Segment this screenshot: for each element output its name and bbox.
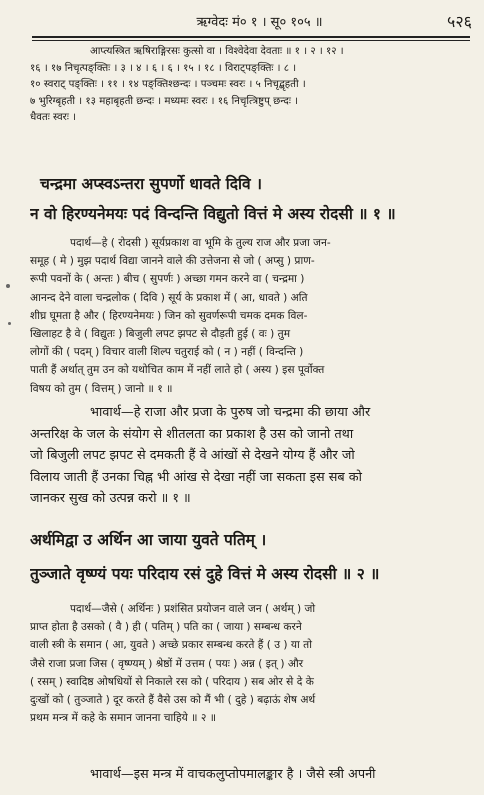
header-rule-thin (32, 40, 470, 41)
padartha-line: दुःखों को ( तुञ्जाते ) दूर करते हैं वैसे उस को मैं भी ( दुहे ) बढ़ाऊं शेष अर्थ (30, 694, 316, 707)
bhavartha-line: जानकर सुख को उत्पन्न करो ॥ १ ॥ (30, 491, 191, 507)
padartha-line: खिलाहट है वे ( विद्युतः ) बिजुली लपट झपट से दौड़ती हुई ( वः ) तुम (30, 328, 291, 341)
bhavartha-line: जो बिजुली लपट झपट से दमकती हैं वे आंखों से देखने योग्य हैं और जो (30, 448, 355, 464)
padartha-line: पाती हैं अर्थात् तुम उन को यथोचित काम में नहीं लाते हो ( अस्य ) इस पूर्वोक्त (30, 364, 325, 377)
header-title: ऋग्वेदः मं० १ । सू० १०५ ॥ (196, 15, 323, 30)
mantra-2-line-2: तुञ्जाते वृष्ण्यं पयः परिदाय रसं दुहे वित्तं मे अस्य रोदसी ॥ २ ॥ (30, 565, 380, 583)
padartha-line: समूह ( मे ) मुझ पदार्थ विद्या जानने वाले की उत्तेजना से जो ( अप्सु ) प्राण- (30, 255, 315, 268)
ink-speck (6, 284, 10, 288)
meta-line: ७ भुरिग्बृहती । १३ महाबृहती छन्दः । मध्यमः स्वरः । १६ निचृत्त्रिष्टुप् छन्दः । (30, 95, 299, 107)
padartha-line: वाली स्त्री के समान ( आ, युवते ) अच्छे प्रकार सम्बन्ध करते हैं ( उ ) या तो (30, 639, 312, 652)
padartha-line: ( रसम् ) स्वादिष्ठ ओषधियों से निकाले रस को ( परिदाय ) सब ओर से दे के (30, 675, 314, 688)
page-header (32, 8, 472, 34)
padartha-2 (30, 600, 472, 727)
padartha-line: आनन्द देने वाला चन्द्रलोक ( दिवि ) सूर्य के प्रकाश में ( आ, धावते ) अति (30, 291, 308, 304)
padartha-line: विषय को तुम ( वित्तम् ) जानो ॥ १ ॥ (30, 382, 173, 395)
ink-speck (8, 322, 11, 325)
padartha-line: लोगों की ( पदम् ) विचार वाली शिल्प चतुराई को ( न ) नहीं ( विन्दन्ति ) (30, 346, 304, 359)
bhavartha-line: भावार्थ—हे राजा और प्रजा के पुरुष जो चन्द्रमा की छाया और (90, 405, 371, 420)
bhavartha-line: विलाय जाती हैं उनका चिह्न भी आंख से देखा नहीं जा सकता इस सब को (30, 469, 362, 485)
mantra-2-line-1: अर्थमिद्वा उ अर्थिन आ जाया युवते पतिम् । (30, 531, 267, 549)
bhavartha-line: भावार्थ—इस मन्त्र में वाचकलुप्तोपमालङ्कार है । जैसे स्त्री अपनी (90, 767, 376, 782)
mantra-1-line-1: चन्द्रमा अप्स्वऽन्तरा सुपर्णो धावते दिवि । (40, 175, 262, 193)
padartha-line: प्राप्त होता है उसको ( वै ) ही ( पतिम् ) पति का ( जाया ) सम्बन्ध करने (30, 621, 302, 634)
padartha-line: प्रथम मन्त्र में कहे के समान जानना चाहिये ॥ २ ॥ (30, 712, 217, 725)
meta-line: आप्त्यस्त्रित ऋषिराङ्गिरसः कुत्सो वा । विश्वेदेवा देवताः ॥ १ । २ । १२ । (90, 46, 344, 57)
padartha-line: शीघ्र घूमता है और ( हिरण्यनेमयः ) जिन को सुवर्णरूपी चमक दमक विल- (30, 309, 308, 322)
bhavartha-line: अन्तरिक्ष के जल के संयोग से शीतलता का प्रकाश है उस को जानो तथा (30, 426, 354, 442)
mantra-1-line-2: न वो हिरण्यनेमयः पदं विन्दन्ति विद्युतो वित्तं मे अस्य रोदसी ॥ १ ॥ (30, 205, 396, 223)
meta-line: १६ । १७ निचृत्पङ्क्तिः । ३ । ४ । ६ । ६ । १५ । १८ । विराट्पङ्क्तिः । ८ । (30, 62, 297, 74)
padartha-line: रूपी पवनों के ( अन्तः ) बीच ( सुपर्णः ) अच्छा गमन करने वा ( चन्द्रमा ) (30, 273, 305, 286)
meta-line: धैवतः स्वरः । (30, 112, 76, 124)
bhavartha-1 (30, 402, 472, 510)
bhavartha-2 (30, 764, 472, 786)
padartha-line: जैसे राजा प्रजा जिस ( वृष्ण्यम् ) श्रेष्ठों में उत्तम ( पयः ) अन्न ( इत् ) और (30, 657, 304, 670)
page-number: ५२६ (447, 12, 472, 31)
meta-line: १० स्वराट् पङ्क्तिः । ११ । १४ पङ्क्तिश्छन्दः । पञ्चमः स्वरः । ५ निचृद्बृहती । (30, 79, 306, 91)
header-rule-thick (32, 36, 470, 38)
padartha-1 (30, 234, 472, 398)
padartha-line: पदार्थ—हे ( रोदसी ) सूर्यप्रकाश वा भूमि के तुल्य राज और प्रजा जन- (70, 237, 331, 249)
padartha-line: पदार्थ—जैसे ( अर्थिनः ) प्रशंसित प्रयोजन वाले जन ( अर्थम् ) जो (70, 603, 316, 615)
rishi-devata-block (30, 44, 472, 127)
